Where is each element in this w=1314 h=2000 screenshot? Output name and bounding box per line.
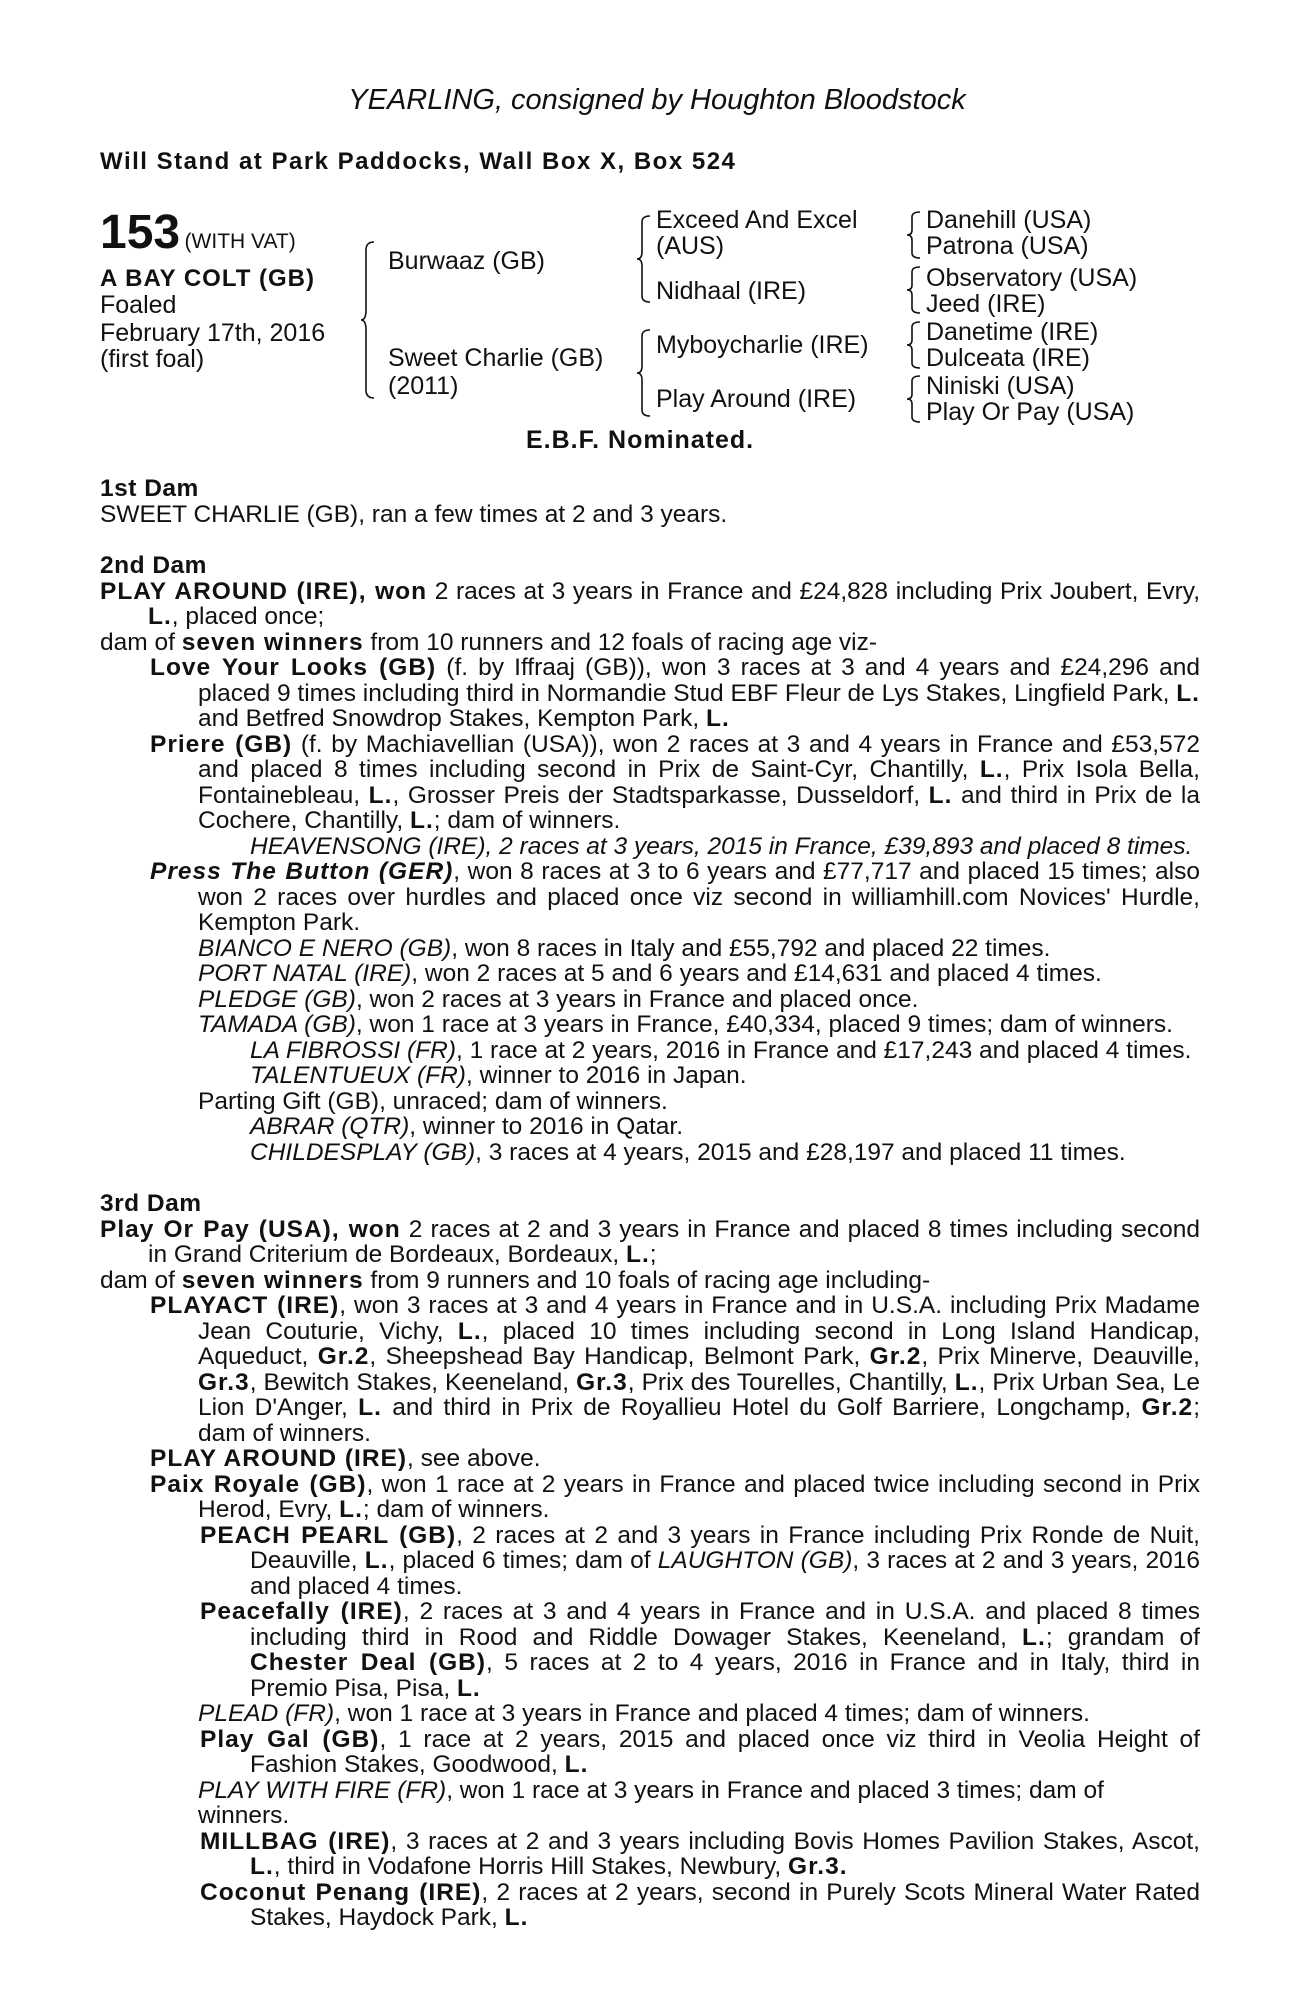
third-dam-record: Play Or Pay (USA), won 2 races at 2 and 3 years in France and placed 8 times including second in Grand Criterium de Bordeaux, Bordeaux, L.; <box>100 1215 1200 1268</box>
progeny-playact: PLAYACT (IRE), won 3 races at 3 and 4 years in France and in U.S.A. including Prix Madame Jean Couturie, Vichy, L., placed 10 times including second in Long Island Handicap, Aqueduct, Gr.2, Sheepshead Bay Handicap, Belmont Park, Gr.2, Prix Minerve, Deauville, Gr.3, Bewitch Stakes, Keeneland, Gr.3, Prix des Tourelles, Chantilly, L., Prix Urban Sea, Le Lion D'Anger, L. and third in Prix de Royallieu Hotel du Golf Barriere, Longchamp, Gr.2; dam of winners. <box>150 1292 1200 1447</box>
dam-dam: Play Around (IRE) <box>656 385 857 413</box>
sire: Burwaaz (GB) <box>388 247 545 275</box>
dam-details <box>100 476 1200 1931</box>
sire-sire: Exceed And Excel <box>656 206 858 234</box>
gp-dss: Danetime (IRE) <box>926 318 1099 346</box>
gp-sds: Observatory (USA) <box>926 264 1138 292</box>
foaled-date: February 17th, 2016 <box>100 319 326 347</box>
consignment-header: YEARLING, consigned by Houghton Bloodstock <box>348 84 966 116</box>
foal-note: (first foal) <box>100 345 205 373</box>
lot-title: A BAY COLT (GB) <box>100 265 316 292</box>
progeny-coconut-penang: Coconut Penang (IRE), 2 races at 2 years, second in Purely Scots Mineral Water Rated Stakes, Haydock Park, L. <box>200 1878 1201 1931</box>
progeny-la-fibrossi: LA FIBROSSI (FR), 1 race at 2 years, 2016 in France and £17,243 and placed 4 times. <box>250 1036 1192 1064</box>
lot-number: 153 <box>100 206 181 259</box>
second-dam-produce: dam of seven winners from 10 runners and 12 foals of racing age viz- <box>100 628 877 656</box>
gp-dds: Niniski (USA) <box>926 372 1075 400</box>
progeny-peach-pearl: PEACH PEARL (GB), 2 races at 2 and 3 years in France including Prix Ronde de Nuit, Deauville, L., placed 6 times; dam of LAUGHTON (GB), 3 races at 2 and 3 years, 2016 and placed 4 times. <box>200 1521 1200 1600</box>
gp-dsd: Dulceata (IRE) <box>926 344 1090 372</box>
progeny-childesplay: CHILDESPLAY (GB), 3 races at 4 years, 2015 and £28,197 and placed 11 times. <box>250 1138 1126 1166</box>
progeny-paix-royale: Paix Royale (GB), won 1 race at 2 years in France and placed twice including second in Prix Herod, Evry, L.; dam of winners. <box>150 1470 1200 1523</box>
progeny-millbag: MILLBAG (IRE), 3 races at 2 and 3 years including Bovis Homes Pavilion Stakes, Ascot, L., third in Vodafone Horris Hill Stakes, Newbury, Gr.3. <box>200 1827 1200 1880</box>
second-dam-record: PLAY AROUND (IRE), won 2 races at 3 years in France and £24,828 including Prix Joubert, Evry, L., placed once; <box>100 577 1200 630</box>
progeny-parting-gift: Parting Gift (GB), unraced; dam of winners. <box>198 1087 668 1115</box>
lot-number-line <box>100 205 296 260</box>
progeny-bianco: BIANCO E NERO (GB), won 8 races in Italy and £55,792 and placed 22 times. <box>198 934 1051 962</box>
first-dam-text: SWEET CHARLIE (GB), ran a few times at 2 and 3 years. <box>100 500 728 528</box>
second-dam-heading: 2nd Dam <box>100 552 207 579</box>
foaled-label: Foaled <box>100 291 177 319</box>
first-dam-heading: 1st Dam <box>100 475 199 502</box>
third-dam-heading: 3rd Dam <box>100 1190 202 1217</box>
progeny-abrar: ABRAR (QTR), winner to 2016 in Qatar. <box>250 1113 683 1140</box>
progeny-port-natal: PORT NATAL (IRE), won 2 races at 5 and 6 years and £14,631 and placed 4 times. <box>198 960 1102 987</box>
progeny-play-around: PLAY AROUND (IRE), see above. <box>150 1445 541 1472</box>
third-dam-produce: dam of seven winners from 9 runners and 10 foals of racing age including- <box>100 1266 931 1294</box>
sire-sire-country: (AUS) <box>656 232 725 260</box>
gp-sdd: Jeed (IRE) <box>926 290 1046 318</box>
progeny-press-the-button: Press The Button (GER), won 8 races at 3 to 6 years and £77,717 and placed 15 times; also won 2 races over hurdles and placed once viz second in williamhill.com Novices' Hurdle, Kempton Park. <box>150 858 1201 936</box>
pedigree-brace-sire <box>636 214 656 304</box>
stand-location: Will Stand at Park Paddocks, Wall Box X, Box 524 <box>100 148 737 175</box>
progeny-love-your-looks: Love Your Looks (GB) (f. by Iffraaj (GB)), won 3 races at 3 and 4 years and £24,296 and placed 9 times including third in Normandie Stud EBF Fleur de Lys Stakes, Lingfield Park, L. and Betfred Snowdrop Stakes, Kempton Park, L. <box>150 654 1200 732</box>
progeny-pledge: PLEDGE (GB), won 2 races at 3 years in France and placed once. <box>198 985 919 1013</box>
dam: Sweet Charlie (GB) <box>388 344 604 372</box>
dam-year: (2011) <box>388 372 459 400</box>
dam-sire: Myboycharlie (IRE) <box>656 331 869 359</box>
progeny-tamada: TAMADA (GB), won 1 race at 3 years in France, £40,334, placed 9 times; dam of winners. <box>198 1011 1173 1038</box>
progeny-talentueux: TALENTUEUX (FR), winner to 2016 in Japan. <box>250 1062 747 1089</box>
pedigree-brace-sd <box>906 265 926 315</box>
pedigree-brace-dd <box>906 374 926 424</box>
pedigree-brace-ss <box>906 210 926 260</box>
pedigree-brace-dam <box>636 328 656 418</box>
progeny-heavensong: HEAVENSONG (IRE), 2 races at 3 years, 2015 in France, £39,893 and placed 8 times. <box>250 832 1193 860</box>
pedigree-brace-ds <box>906 320 926 370</box>
gp-sss: Danehill (USA) <box>926 206 1092 234</box>
progeny-play-with-fire: PLAY WITH FIRE (FR), won 1 race at 3 years in France and placed 3 times; dam of winners. <box>198 1776 1104 1829</box>
ebf-nominated: E.B.F. Nominated. <box>526 426 755 454</box>
vat-note: (WITH VAT) <box>184 230 296 253</box>
progeny-priere: Priere (GB) (f. by Machiavellian (USA)), won 2 races at 3 and 4 years in France and £53,572 and placed 8 times including second in Prix de Saint-Cyr, Chantilly, L., Prix Isola Bella, Fontainebleau, L., Grosser Preis der Stadtsparkasse, Dusseldorf, L. and third in Prix de la Cochere, Chantilly, L.; dam of winners. <box>150 730 1200 834</box>
pedigree-brace-main <box>360 240 380 400</box>
progeny-plead: PLEAD (FR), won 1 race at 3 years in France and placed 4 times; dam of winners. <box>198 1700 1090 1727</box>
progeny-peacefally: Peacefally (IRE), 2 races at 3 and 4 years in France and in U.S.A. and placed 8 times including third in Rood and Riddle Dowager Stakes, Keeneland, L.; grandam of Chester Deal (GB), 5 races at 2 to 4 years, 2016 in France and in Italy, third in Premio Pisa, Pisa, L. <box>200 1598 1200 1702</box>
progeny-play-gal: Play Gal (GB), 1 race at 2 years, 2015 and placed once viz third in Veolia Height of Fashion Stakes, Goodwood, L. <box>200 1725 1200 1778</box>
gp-ddd: Play Or Pay (USA) <box>926 398 1135 426</box>
gp-ssd: Patrona (USA) <box>926 232 1089 260</box>
sire-dam: Nidhaal (IRE) <box>656 277 807 305</box>
